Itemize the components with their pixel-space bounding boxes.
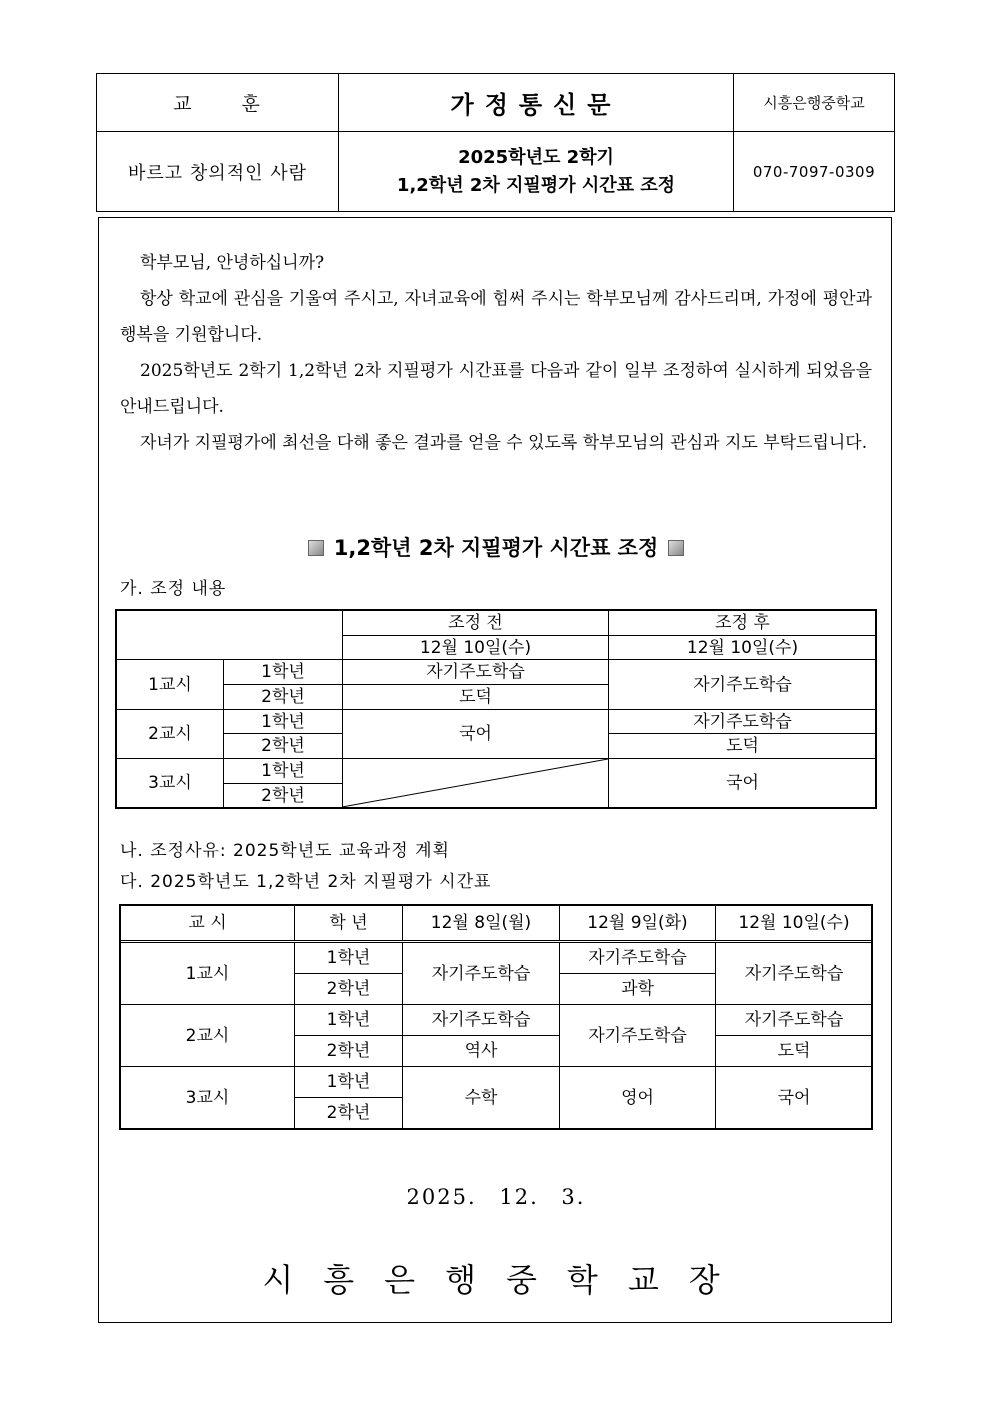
motto-label: 교 훈 (97, 74, 339, 132)
document-title: 가정통신문 (339, 74, 734, 132)
table-cell: 자기주도학습 (403, 942, 560, 1005)
table-cell: 자기주도학습 (609, 660, 877, 709)
period-cell: 1교시 (121, 942, 295, 1005)
grade-cell: 2학년 (224, 734, 343, 759)
table-cell: 자기주도학습 (716, 942, 873, 1005)
square-bullet-icon (308, 540, 324, 556)
grade-cell: 1학년 (224, 660, 343, 685)
before-header: 조정 전 (343, 611, 609, 636)
issue-date: 2025. 12. 3. (406, 1185, 586, 1209)
item-a: 가. 조정 내용 (120, 579, 227, 599)
school-name: 시흥은행중학교 (734, 74, 895, 132)
grade-cell: 1학년 (295, 942, 403, 974)
after-header: 조정 후 (609, 611, 877, 636)
date-header: 12월 9일(화) (560, 906, 716, 942)
section-title: 1,2학년 2차 지필평가 시간표 조정 (120, 532, 872, 562)
document-subject (339, 132, 734, 212)
grade-cell: 2학년 (224, 685, 343, 710)
corner-cell (117, 611, 343, 660)
grade-cell: 2학년 (295, 1098, 403, 1129)
period-cell: 1교시 (117, 660, 224, 709)
greeting: 학부모님, 안녕하십니까? (140, 253, 325, 273)
table-cell: 도덕 (343, 685, 609, 710)
table-cell: 영어 (560, 1067, 716, 1129)
period-cell: 2교시 (121, 1005, 295, 1067)
table-cell: 국어 (609, 759, 877, 808)
grade-cell: 2학년 (295, 1036, 403, 1067)
table-cell: 자기주도학습 (609, 709, 877, 734)
date-header: 12월 8일(월) (403, 906, 560, 942)
paragraph-2: 2025학년도 2학기 1,2학년 2차 지필평가 시간표를 다음과 같이 일부 조정하여 실시하게 되었음을 안내드립니다. (120, 361, 872, 417)
period-header: 교 시 (121, 906, 295, 942)
table-cell: 자기주도학습 (560, 1005, 716, 1067)
subject-line-2: 1,2학년 2차 지필평가 시간표 조정 (396, 174, 676, 196)
subject-line-1: 2025학년도 2학기 (458, 146, 614, 168)
table-cell: 과학 (560, 974, 716, 1005)
table-cell: 도덕 (609, 734, 877, 759)
schedule-table (120, 905, 873, 1129)
item-c: 다. 2025학년도 1,2학년 2차 지필평가 시간표 (120, 872, 492, 892)
item-b: 나. 조정사유: 2025학년도 교육과정 계획 (120, 841, 450, 861)
grade-cell: 2학년 (295, 974, 403, 1005)
grade-cell: 1학년 (224, 709, 343, 734)
date-header: 12월 10일(수) (716, 906, 873, 942)
table-cell: 자기주도학습 (560, 942, 716, 974)
header-table (96, 73, 895, 212)
table-cell: 수학 (403, 1067, 560, 1129)
period-cell: 3교시 (121, 1067, 295, 1129)
table-cell: 자기주도학습 (343, 660, 609, 685)
grade-header: 학 년 (295, 906, 403, 942)
grade-cell: 1학년 (295, 1067, 403, 1098)
period-cell: 3교시 (117, 759, 224, 808)
table-cell: 국어 (716, 1067, 873, 1129)
paragraph-3: 자녀가 지필평가에 최선을 다해 좋은 결과를 얻을 수 있도록 학부모님의 관심과 지도 부탁드립니다. (140, 433, 868, 453)
table-cell: 도덕 (716, 1036, 873, 1067)
table-cell: 국어 (343, 709, 609, 758)
square-bullet-icon (668, 540, 684, 556)
table-cell: 역사 (403, 1036, 560, 1067)
table-cell: 자기주도학습 (403, 1005, 560, 1036)
grade-cell: 1학년 (224, 759, 343, 784)
paragraph-1: 항상 학교에 관심을 기울여 주시고, 자녀교육에 힘써 주시는 학부모님께 감사드리며, 가정에 평안과 행복을 기원합니다. (120, 289, 872, 345)
school-phone: 070-7097-0309 (734, 132, 895, 212)
grade-cell: 2학년 (224, 783, 343, 808)
period-cell: 2교시 (117, 709, 224, 758)
grade-cell: 1학년 (295, 1005, 403, 1036)
principal-signature: 시흥은행중학교장 (262, 1261, 750, 1299)
motto-text: 바르고 창의적인 사람 (97, 132, 339, 212)
after-date: 12월 10일(수) (609, 635, 877, 660)
diagonal-line (342, 759, 608, 807)
table-cell: 자기주도학습 (716, 1005, 873, 1036)
before-date: 12월 10일(수) (343, 635, 609, 660)
